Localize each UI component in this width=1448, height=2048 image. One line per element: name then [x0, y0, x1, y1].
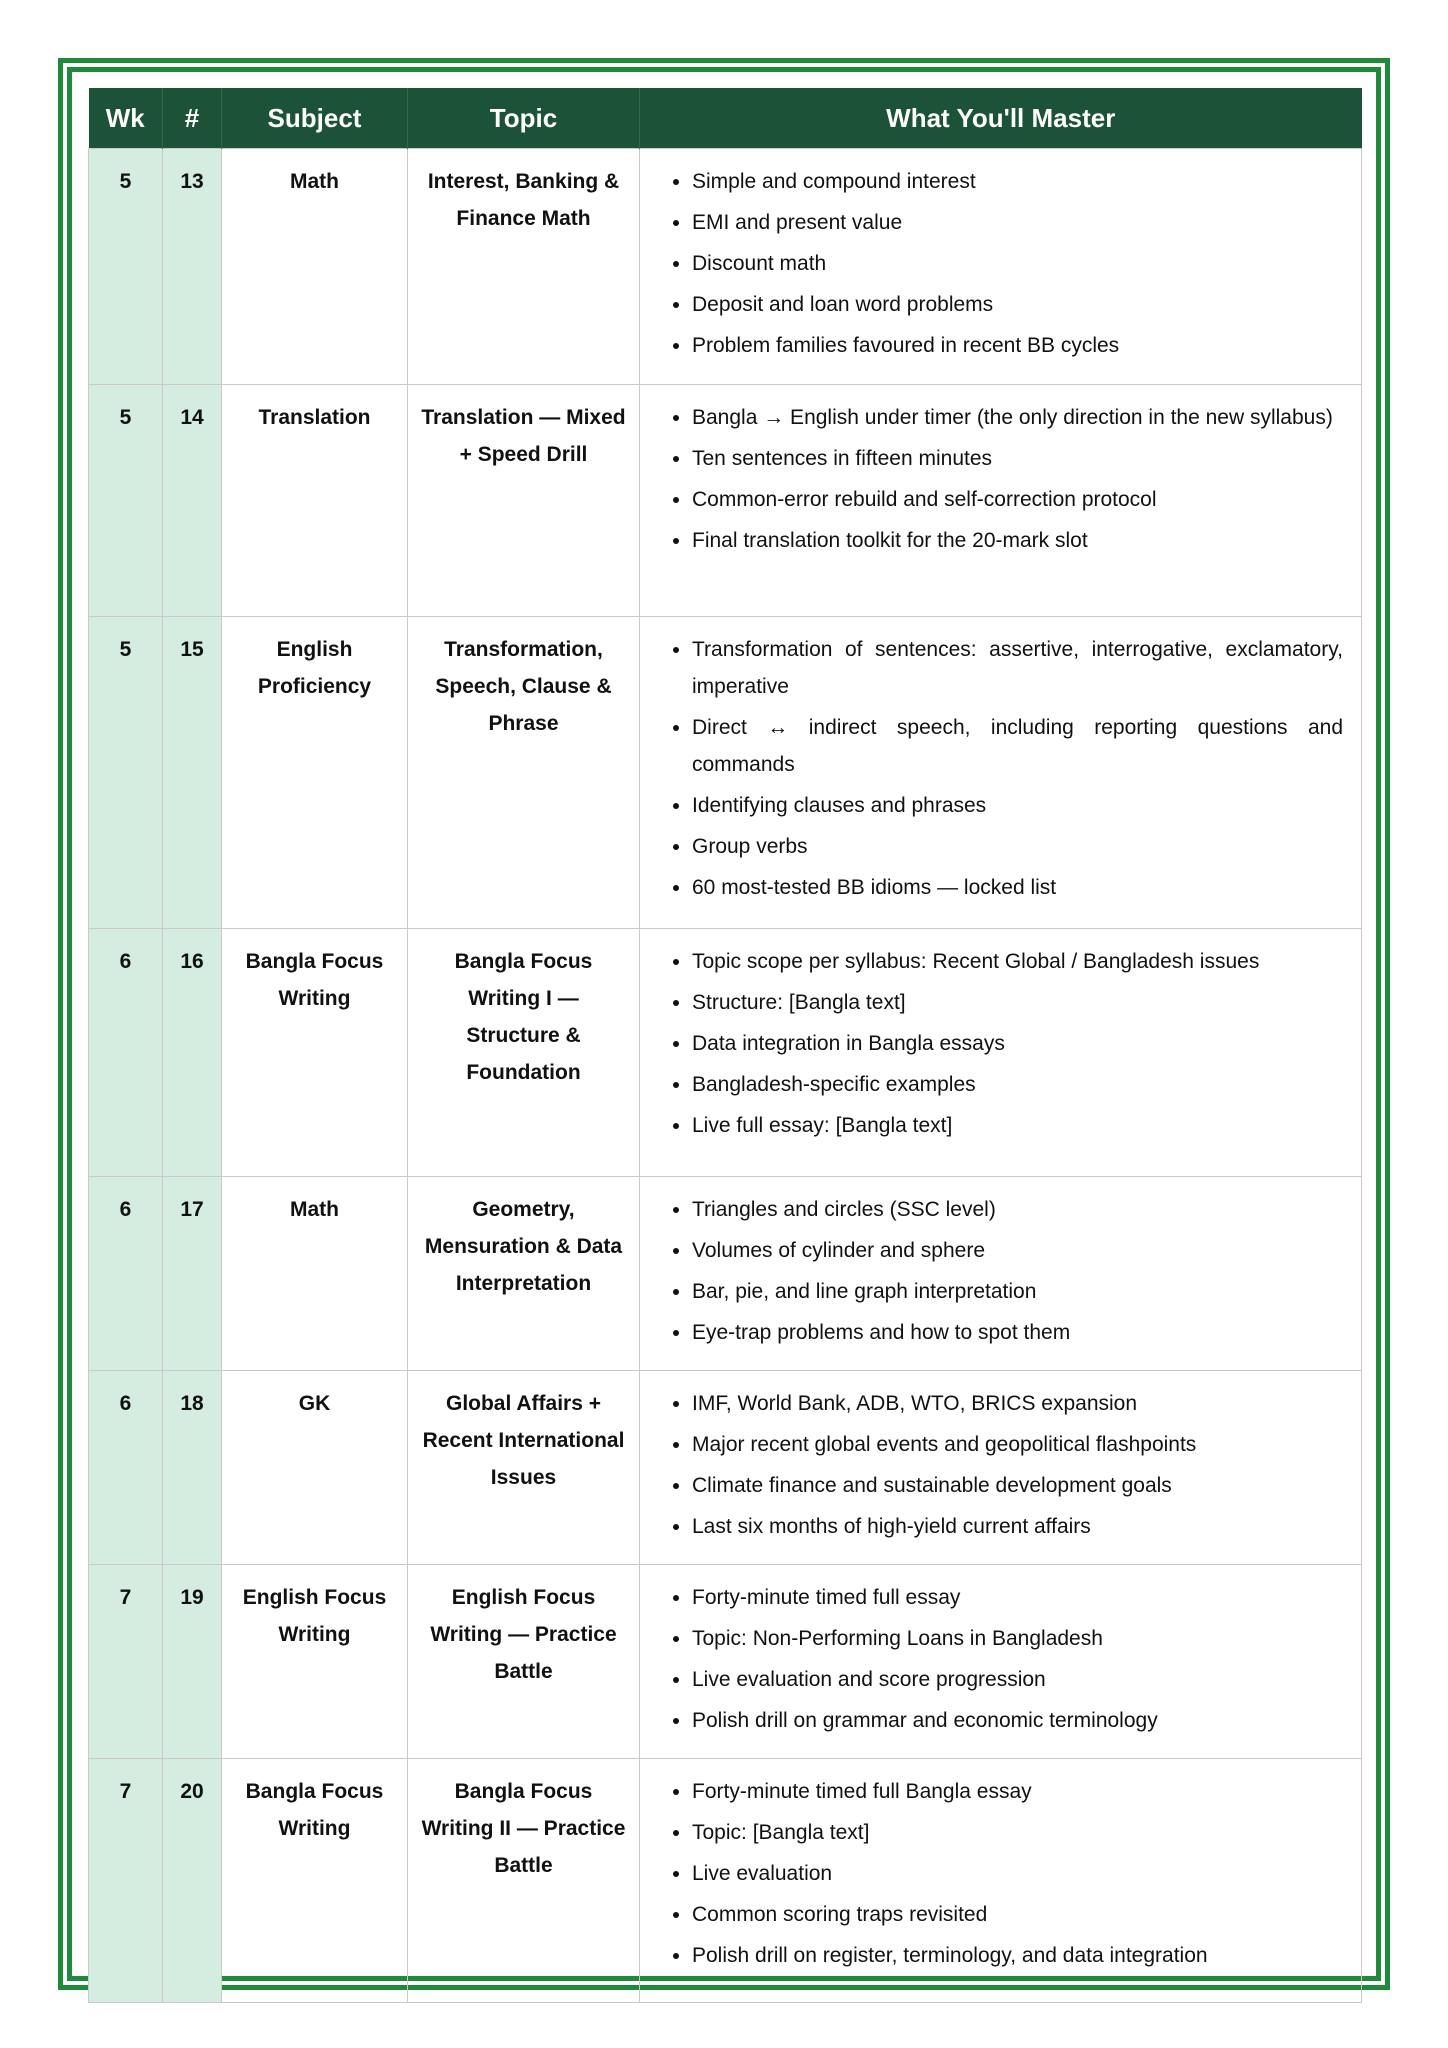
list-item: • Discount math: [692, 245, 1343, 282]
session-number-cell: 18: [163, 1371, 222, 1565]
week-cell: 5: [89, 149, 163, 385]
table-row: [89, 1177, 1362, 1371]
list-item: • Direct ↔ indirect speech, including reporting questions and commands: [692, 709, 1343, 783]
topic-cell: Transformation, Speech, Clause & Phrase: [408, 617, 640, 929]
list-item: • Eye-trap problems and how to spot them: [692, 1314, 1343, 1351]
table-body: [89, 149, 1362, 2003]
subject-cell: GK: [222, 1371, 408, 1565]
subject-cell: Translation: [222, 385, 408, 617]
list-item: • Live evaluation and score progression: [692, 1661, 1343, 1698]
header-week: Wk: [89, 88, 163, 149]
subject-cell: Bangla Focus Writing: [222, 1759, 408, 2003]
list-item: • Last six months of high-yield current affairs: [692, 1508, 1343, 1545]
subject-cell: Math: [222, 149, 408, 385]
list-item: • Major recent global events and geopolitical flashpoints: [692, 1426, 1343, 1463]
list-item: • Data integration in Bangla essays: [692, 1025, 1343, 1062]
week-cell: 7: [89, 1759, 163, 2003]
topic-cell: Global Affairs + Recent International Issues: [408, 1371, 640, 1565]
header-topic: Topic: [408, 88, 640, 149]
table-row: [89, 1371, 1362, 1565]
subject-cell: English Focus Writing: [222, 1565, 408, 1759]
list-item: • Bangladesh-specific examples: [692, 1066, 1343, 1103]
mastery-points-list: [670, 163, 1343, 364]
list-item: • Common scoring traps revisited: [692, 1896, 1343, 1933]
list-item: • Polish drill on register, terminology, and data integration: [692, 1937, 1343, 1974]
list-item: • 60 most-tested BB idioms — locked list: [692, 869, 1343, 906]
list-item: • EMI and present value: [692, 204, 1343, 241]
list-item: • Live full essay: [Bangla text]: [692, 1107, 1343, 1144]
session-number-cell: 17: [163, 1177, 222, 1371]
session-number-cell: 20: [163, 1759, 222, 2003]
list-item: • Bar, pie, and line graph interpretation: [692, 1273, 1343, 1310]
list-item: • Deposit and loan word problems: [692, 286, 1343, 323]
header-subject: Subject: [222, 88, 408, 149]
list-item: • Identifying clauses and phrases: [692, 787, 1343, 824]
topic-cell: English Focus Writing — Practice Battle: [408, 1565, 640, 1759]
list-item: • Polish drill on grammar and economic terminology: [692, 1702, 1343, 1739]
session-number-cell: 13: [163, 149, 222, 385]
topic-cell: Translation — Mixed + Speed Drill: [408, 385, 640, 617]
list-item: • Volumes of cylinder and sphere: [692, 1232, 1343, 1269]
header-session-number: #: [163, 88, 222, 149]
schedule-table: [88, 88, 1362, 2003]
table-row: [89, 1759, 1362, 2003]
mastery-points-list: [670, 631, 1343, 906]
list-item: • IMF, World Bank, ADB, WTO, BRICS expansion: [692, 1385, 1343, 1422]
mastery-points-list: [670, 1773, 1343, 1974]
list-item: • Triangles and circles (SSC level): [692, 1191, 1343, 1228]
week-cell: 6: [89, 1371, 163, 1565]
list-item: • Live evaluation: [692, 1855, 1343, 1892]
topic-cell: Bangla Focus Writing I — Structure & Foundation: [408, 929, 640, 1177]
session-number-cell: 16: [163, 929, 222, 1177]
table-header: [89, 88, 1362, 149]
mastery-points-list: [670, 1579, 1343, 1739]
mastery-points-list: [670, 1385, 1343, 1545]
table-row: [89, 617, 1362, 929]
topic-cell: Geometry, Mensuration & Data Interpretation: [408, 1177, 640, 1371]
mastery-points-cell: [640, 929, 1362, 1177]
week-cell: 5: [89, 617, 163, 929]
table-row: [89, 385, 1362, 617]
table-row: [89, 149, 1362, 385]
session-number-cell: 19: [163, 1565, 222, 1759]
session-number-cell: 14: [163, 385, 222, 617]
subject-cell: English Proficiency: [222, 617, 408, 929]
mastery-points-list: [670, 399, 1343, 559]
list-item: • Structure: [Bangla text]: [692, 984, 1343, 1021]
list-item: • Bangla → English under timer (the only direction in the new syllabus): [692, 399, 1343, 436]
list-item: • Final translation toolkit for the 20-mark slot: [692, 522, 1343, 559]
list-item: • Climate finance and sustainable development goals: [692, 1467, 1343, 1504]
mastery-points-cell: [640, 1565, 1362, 1759]
topic-cell: Bangla Focus Writing II — Practice Battle: [408, 1759, 640, 2003]
list-item: • Transformation of sentences: assertive, interrogative, exclamatory, imperative: [692, 631, 1343, 705]
mastery-points-cell: [640, 1371, 1362, 1565]
list-item: • Topic scope per syllabus: Recent Global / Bangladesh issues: [692, 943, 1343, 980]
list-item: • Topic: [Bangla text]: [692, 1814, 1343, 1851]
subject-cell: Bangla Focus Writing: [222, 929, 408, 1177]
table-row: [89, 929, 1362, 1177]
week-cell: 5: [89, 385, 163, 617]
list-item: • Ten sentences in fifteen minutes: [692, 440, 1343, 477]
mastery-points-cell: [640, 1177, 1362, 1371]
mastery-points-cell: [640, 149, 1362, 385]
list-item: • Group verbs: [692, 828, 1343, 865]
list-item: • Forty-minute timed full Bangla essay: [692, 1773, 1343, 1810]
list-item: • Problem families favoured in recent BB cycles: [692, 327, 1343, 364]
mastery-points-cell: [640, 385, 1362, 617]
mastery-points-list: [670, 1191, 1343, 1351]
header-row: [89, 88, 1362, 149]
topic-cell: Interest, Banking & Finance Math: [408, 149, 640, 385]
list-item: • Common-error rebuild and self-correction protocol: [692, 481, 1343, 518]
table-row: [89, 1565, 1362, 1759]
mastery-points-list: [670, 943, 1343, 1144]
mastery-points-cell: [640, 1759, 1362, 2003]
header-what-youll-master: What You'll Master: [640, 88, 1362, 149]
list-item: • Forty-minute timed full essay: [692, 1579, 1343, 1616]
subject-cell: Math: [222, 1177, 408, 1371]
list-item: • Topic: Non-Performing Loans in Bangladesh: [692, 1620, 1343, 1657]
week-cell: 6: [89, 929, 163, 1177]
list-item: • Simple and compound interest: [692, 163, 1343, 200]
week-cell: 7: [89, 1565, 163, 1759]
mastery-points-cell: [640, 617, 1362, 929]
session-number-cell: 15: [163, 617, 222, 929]
week-cell: 6: [89, 1177, 163, 1371]
